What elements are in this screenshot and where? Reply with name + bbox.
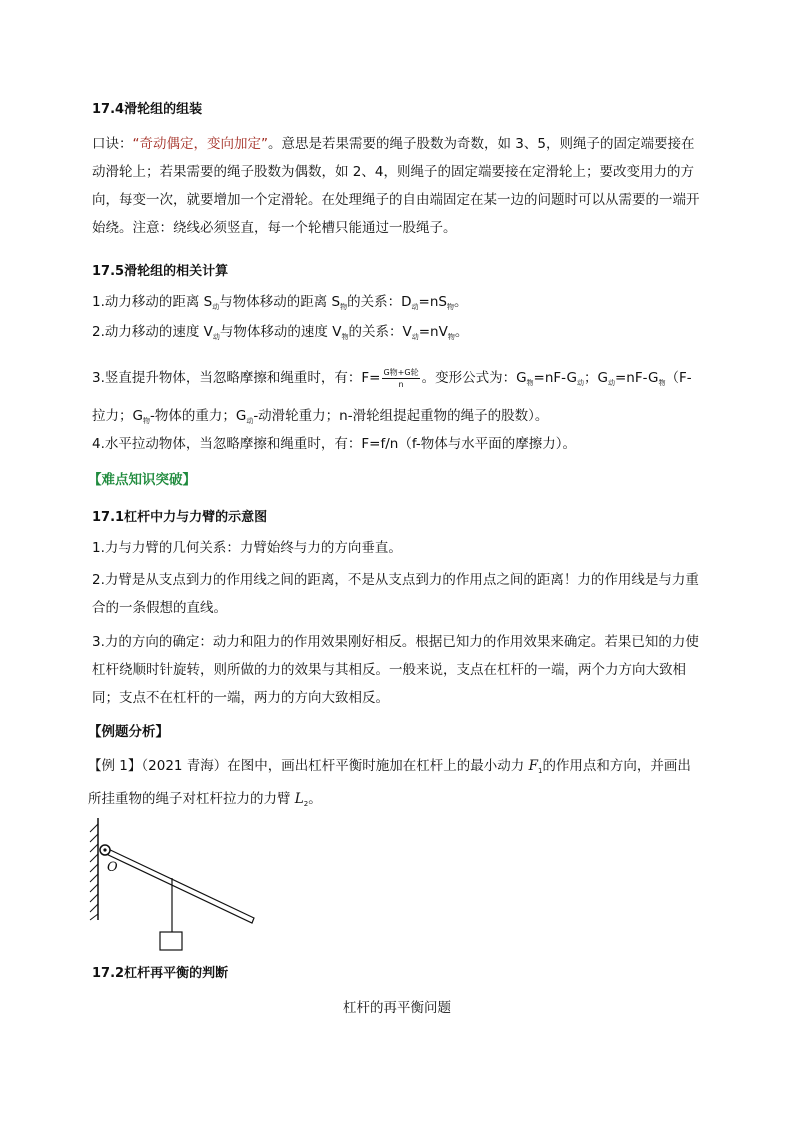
lever-paragraph-3: 3.力的方向的确定：动力和阻力的作用效果刚好相反。根据已知力的作用效果来确定。若果已知的力使杠杆绕顺时针旋转，则所做的力的效果与其相反。一般来说，支点在杠杆的一端，两个力方向大致相同；支点不在杠杆的一端，两力的方向大致相反。 (92, 634, 699, 706)
section-title-17-5: 17.5滑轮组的相关计算 (92, 264, 229, 279)
lever-paragraph-1: 1.力与力臂的几何关系：力臂始终与力的方向垂直。 (92, 540, 402, 556)
fraction: $\frac{\text{G物+G轮}}{n}$ (383, 367, 419, 389)
lever-figure (88, 816, 268, 956)
lever-paragraph-2: 2.力臂是从支点到力的作用线之间的距离，不是从支点到力的作用点之间的距离！力的作用线是与力重合的一条假想的直线。 (92, 572, 699, 616)
section-title-17-1: 17.1杠杆中力与力臂的示意图 (92, 510, 268, 525)
formula-line-3-cont: 拉力；$G_物-$物体的重力；$G_动-$动滑轮重力；n-滑轮组提起重物的绳子的股数）。 (92, 408, 549, 425)
caption: 杠杆的再平衡问题 (343, 1000, 451, 1016)
wall-hatching (90, 824, 98, 920)
section-title-17-2: 17.2杠杆再平衡的判断 (92, 966, 229, 981)
pivot-label: O (107, 860, 118, 875)
section-title-17-4: 17.4滑轮组的组装 (92, 102, 203, 117)
formula-line-1: 1.动力移动的距离 $S_动$与物体移动的距离 $S_物$的关系：$D_动=nS_物$。 (92, 294, 468, 311)
formula-line-4: 4.水平拉动物体，当忽略摩擦和绳重时，有：F=f/n（f-物体与水平面的摩擦力）。 (92, 436, 576, 452)
example-1-text: 【例 1】（2021 青海）在图中，画出杠杆平衡时施加在杠杆上的最小动力 $F_1$的作用点和方向，并画出所挂重物的绳子对杠杆拉力的力臂 $L_2$。 (88, 758, 691, 808)
mnemonic-paragraph: 口诀：“奇动偶定，变向加定”。意思是若果需要的绳子股数为奇数，如 3、5，则绳子的固定端要接在动滑轮上；若果需要的绳子股数为偶数，如 2、4，则绳子的固定端要接在定滑轮上；要改变用力的方向，每变一次，就要增加一个定滑轮。在处理绳子的自由端固定在某一边的问题时可以从需要的一端开始绕。注意：绕线必须竖直，每一个轮槽只能通过一股绳子。 (92, 136, 700, 236)
pivot-dot (103, 848, 106, 851)
mnemonic-quote: “奇动偶定，变向加定” (132, 136, 268, 152)
formula-line-3: 3.竖直提升物体，当忽略摩擦和绳重时，有：F= $\frac{\text{G物+G轮}}{n}$ 。变形公式为：$G_物=nF-G_动$；$G_动=nF-G_物(F-$ (92, 367, 692, 389)
example-heading: 【例题分析】 (88, 724, 169, 740)
lever-bar (102, 847, 254, 923)
formula-line-2: 2.动力移动的速度 $V_动$与物体移动的速度 $V_物$的关系：$V_动=nV_物$。 (92, 324, 469, 341)
weight-box (160, 932, 182, 950)
difficult-heading: 【难点知识突破】 (88, 472, 196, 488)
